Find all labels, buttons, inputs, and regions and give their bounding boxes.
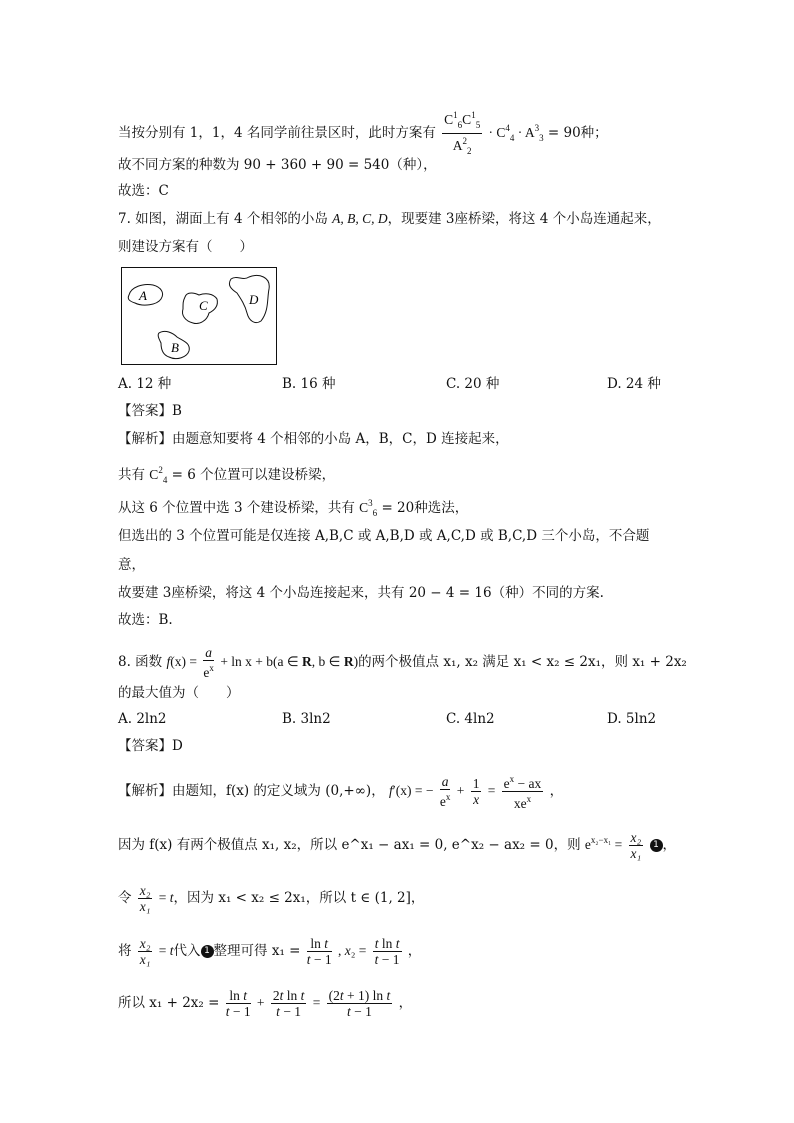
formula-fraction: $\frac{\text{x₂}}{\text{x₁}}$ [139,883,151,914]
answer-8: 【答案】D [118,738,183,754]
option-7-a: A. 12 种 [118,376,172,392]
solution-line-1: 当按分别有 1，1，4 名同学前往景区时，此时方案有 $\frac{C^1_6C^1_5}{A^2_2}$ · $C^4_4 \cdot A^3_3 = 90$种； [118,108,608,159]
explanation-8-line-4: 将 $\frac{\text{x₂}}{\text{x₁}}$ = t代入 1 整理可得 x₁ = $\frac{\text{ln t}}{t - 1}$ , x₂ = $\frac{\text{t ln t}}{t - 1}$ ， [118,936,422,967]
formula-fraction: $\frac{C^1_6C^1_5}{A^2_2}$ [444,110,481,156]
island-label-a: A [139,288,147,303]
island-label-d: D [249,292,259,307]
option-7-c: C. 20 种 [446,376,500,392]
formula-fraction: $\frac{\text{(2t + 1) ln t}}{t - 1}$ [328,988,391,1019]
answer-7: 【答案】B [118,403,182,419]
formula-fraction: $\frac{\text{2t ln t}}{t - 1}$ [272,988,305,1019]
solution-line-3: 故选：C [118,183,169,199]
option-7-b: B. 16 种 [282,376,336,392]
formula-fraction: $\frac{\text{x₂}}{\text{x₁}}$ [630,830,642,861]
formula-fraction: $\frac{\text{t ln t}}{t - 1}$ [374,936,400,967]
option-8-b: B. 3ln2 [282,711,331,727]
formula-fraction: $\frac{a}{e^x}$ [203,645,214,680]
explanation-8-line-3: 令 $\frac{\text{x₂}}{\text{x₁}}$ = t，因为 x₁ < x₂ ≤ 2x₁，所以 t ∈ (1, 2]， [118,883,425,914]
formula-fraction: $\frac{\text{x₂}}{\text{x₁}}$ [139,936,151,967]
option-8-a: A. 2ln2 [118,711,167,727]
islands-figure [121,267,278,366]
explanation-8-line-1: 【解析】由题知，f(x) 的定义域为 (0,+∞)， f′(x) = − $\frac{a}{e^x}$ + $\frac{1}{x}$ = $\frac{e^x - ax}{xe^x}$ ， [118,774,564,811]
explanation-8-line-2: 因为 f(x) 有两个极值点 x₁, x₂，所以 e^x₁ − ax₁ = 0, e^x₂ − ax₂ = 0，则 $e^{x_2-x_1}$ = $\frac{\text{x₂}}{\text{x₁}}$ 1 ， [118,830,677,861]
island-label-c: C [199,298,208,313]
option-7-d: D. 24 种 [607,376,661,392]
formula-fraction: $\frac{e^x - ax}{xe^x}$ [503,774,542,811]
explanation-7-line-4: 但选出的 3 个位置可能是仅连接 A,B,C 或 A,B,D 或 A,C,D 或 B,C,D 三个小岛，不合题 [118,528,650,544]
explanation-7-line-3: 从这 6 个位置中选 3 个建设桥梁，共有 $C^3_6 = 20$种选法， [118,498,469,518]
circled-number-icon: 1 [650,839,663,852]
formula-fraction: $\frac{a}{e^x}$ [439,774,451,809]
explanation-7-line-5: 意， [118,557,145,573]
explanation-7-line-1: 【解析】由题意知要将 4 个相邻的小岛 A，B，C，D 连接起来， [118,431,509,447]
question-7-title: 7. 如图，湖面上有 4 个相邻的小岛 A, B, C, D，现要建 3座桥梁，将这 4 个小岛连通起来， [118,211,661,227]
option-8-c: C. 4ln2 [446,711,495,727]
explanation-8-line-5: 所以 x₁ + 2x₂ = $\frac{\text{ln t}}{t - 1}$ + $\frac{\text{2t ln t}}{t - 1}$ = $\frac{\text{(2t + 1) ln t}}{t - 1}$ ， [118,988,413,1019]
formula-fraction: $\frac{1}{x}$ [472,776,480,807]
circled-number-icon: 1 [201,945,214,958]
explanation-7-line-2: 共有 $C^2_4 = 6$ 个位置可以建设桥梁， [118,465,336,485]
option-8-d: D. 5ln2 [607,711,657,727]
solution-line-2: 故不同方案的种数为 90 + 360 + 90 = 540（种）， [118,157,437,173]
formula-fraction: $\frac{\text{ln t}}{t - 1}$ [306,936,332,967]
explanation-7-line-6: 故要建 3座桥梁，将这 4 个小岛连接起来，共有 20 − 4 = 16（种）不同的方案. [118,585,604,601]
formula-fraction: $\frac{\text{ln t}}{t - 1}$ [225,988,251,1019]
question-8-line-2: 的最大值为（ ） [118,685,240,701]
island-label-b: B [171,340,179,355]
explanation-7-line-7: 故选：B. [118,612,173,628]
question-8-title: 8. 函数 f(x) = $\frac{a}{e^x}$ + ln x + b(a ∈ R, b ∈ R)的两个极值点 x₁, x₂ 满足 x₁ < x₂ ≤ 2x₁，则 x₁ + 2x₂ [118,645,687,680]
question-7-line-2: 则建设方案有（ ） [118,239,253,255]
